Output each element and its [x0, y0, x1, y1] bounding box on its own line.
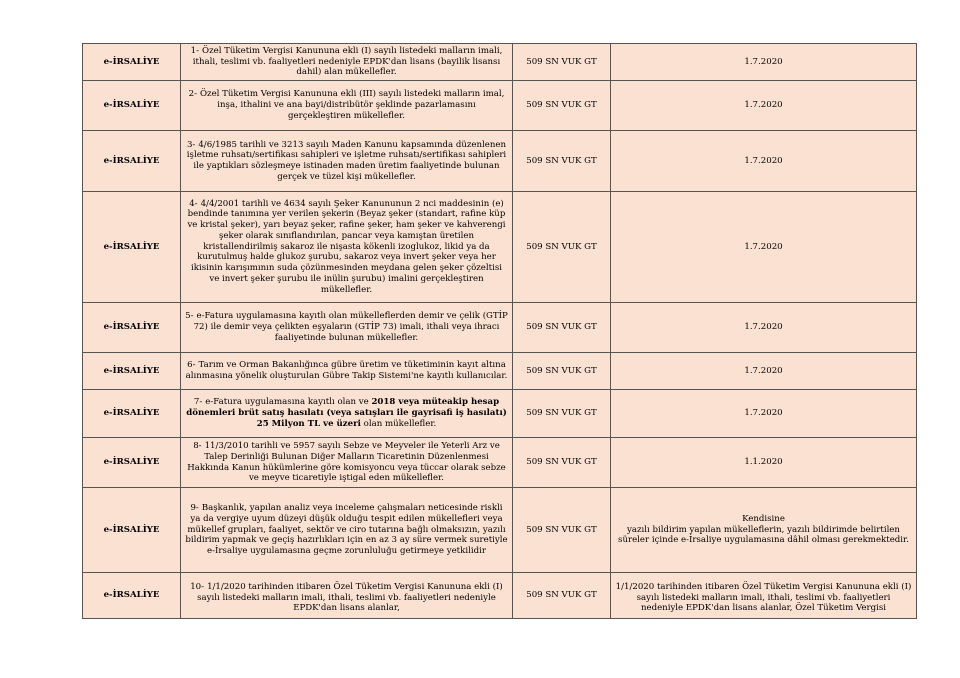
- row-number: 7-: [193, 397, 203, 408]
- e-irsaliye-table: [82, 43, 917, 619]
- law-cell: 509 SN VUK GT: [513, 44, 611, 81]
- date-cell: 1.1.2020: [611, 438, 917, 488]
- date-cell: 1.7.2020: [611, 81, 917, 131]
- table-row: [83, 303, 917, 353]
- type-cell: e-İRSALİYE: [83, 303, 181, 353]
- row-number: 8-: [193, 441, 202, 452]
- table-row: [83, 131, 917, 192]
- row-number: 10-: [190, 582, 205, 592]
- description-text-post: olan mükellefler.: [360, 418, 437, 429]
- description-cell: [181, 353, 513, 390]
- description-text: 1/1/2020 tarihinden itibaren Özel Tüketim Vergisi Kanununa ekli (I) sayılı listedeki malların imali, ithali, teslimi vb. faaliyetleri nedeniyle EPDK'dan lisans alanlar,: [197, 582, 503, 614]
- description-text: Özel Tüketim Vergisi Kanununa ekli (III) sayılı listedeki malların imal, inşa, ithalini ve ana bayi/distribütör şeklinde pazarlamasını gerçekleştiren mükellefler.: [200, 89, 505, 121]
- type-cell: e-İRSALİYE: [83, 353, 181, 390]
- description-text: Başkanlık, yapılan analiz veya inceleme çalışmaları neticesinde riskli ya da vergiye uyum düzeyi düşük olduğu tespit edilen mükellefleri veya mükellef grupları, faaliyet, sektör ve ciro tutarına bağlı olmaksızın, yazılı bildirim yapmak ve geçiş hazırlıkları için en az 3 ay süre vermek suretiyle e-İrsaliye uygulamasına geçme zorunluluğu getirmeye yetkilidir: [185, 503, 508, 557]
- date-cell: [611, 573, 917, 619]
- date-cell: [611, 488, 917, 573]
- description-text-bold: 2018 veya müteakip hesap dönemleri brüt satış hasılatı (veya satışları ile gayrisafi iş hasılatı) 25 Milyon TL ve üzeri: [186, 397, 507, 429]
- description-cell: [181, 192, 513, 303]
- law-cell: 509 SN VUK GT: [513, 131, 611, 192]
- description-text: 4/4/2001 tarihli ve 4634 sayılı Şeker Kanununun 2 nci maddesinin (e) bendinde tanımına yer verilen şekerin (Beyaz şeker (standart, rafine küp ve kristal şeker), yarı beyaz şeker, rafine şeker, ham şeker ve kahverengi şeker olarak sınıflandırılan, pancar veya kamıştan üretilen kristallendirilmiş sakaroz ile nişasta kökenli izoglukoz, likid ya da kurutulmuş halde glukoz şurubu, sakaroz veya invert şeker veya her ikisinin karışımının suda çözünmesinden meydana gelen şeker çözeltisi ve invert şeker şurubu ile inülin şurubu) imalini gerçekleştiren mükellefler.: [187, 198, 506, 295]
- table-row: [83, 488, 917, 573]
- table-row: [83, 438, 917, 488]
- law-cell: 509 SN VUK GT: [513, 353, 611, 390]
- type-cell: e-İRSALİYE: [83, 488, 181, 573]
- description-cell: [181, 390, 513, 438]
- row-number: 2-: [188, 89, 197, 100]
- description-cell: [181, 81, 513, 131]
- date-cell: 1.7.2020: [611, 390, 917, 438]
- type-cell: e-İRSALİYE: [83, 390, 181, 438]
- description-text: Tarım ve Orman Bakanlığınca gübre üretim ve tüketiminin kayıt altına alınmasına yönelik oluşturulan Gübre Takip Sistemi'ne kayıtlı kullanıcılar.: [185, 360, 508, 381]
- date-line-1: Kendisine: [742, 513, 785, 524]
- description-text: e-Fatura uygulamasına kayıtlı olan mükelleflerden demir ve çelik (GTİP 72) ile demir veya çelikten eşyaların (GTİP 73) imali, ithali veya ihracı faaliyetinde bulunan mükellefler.: [193, 311, 508, 343]
- description-cell: [181, 44, 513, 81]
- law-cell: 509 SN VUK GT: [513, 303, 611, 353]
- type-cell: e-İRSALİYE: [83, 192, 181, 303]
- description-cell: [181, 573, 513, 619]
- table-row: [83, 390, 917, 438]
- date-line-2: yazılı bildirim yapılan mükelleflerin, yazılı bildirimde belirtilen süreler içinde e-İrsaliye uygulamasına dâhil olması gerekmektedir.: [618, 524, 909, 546]
- description-text: 11/3/2010 tarihli ve 5957 sayılı Sebze ve Meyveler ile Yeterli Arz ve Talep Derinliği Bulunan Diğer Malların Ticaretinin Düzenlenmesi Hakkında Kanun hükümlerine göre komisyoncu veya tüccar olarak sebze ve meyve ticaretiyle iştigal eden mükellefler.: [187, 441, 506, 484]
- date-cell: 1.7.2020: [611, 303, 917, 353]
- description-text-pre: e-Fatura uygulamasına kayıtlı olan ve: [205, 397, 372, 408]
- law-cell: 509 SN VUK GT: [513, 438, 611, 488]
- description-cell: [181, 303, 513, 353]
- type-cell: e-İRSALİYE: [83, 131, 181, 192]
- table-row: [83, 192, 917, 303]
- row-number: 1-: [190, 45, 200, 56]
- description-clip: [185, 574, 508, 617]
- date-cell: 1.7.2020: [611, 353, 917, 390]
- law-cell: 509 SN VUK GT: [513, 488, 611, 573]
- date-cell: 1.7.2020: [611, 192, 917, 303]
- law-cell: 509 SN VUK GT: [513, 573, 611, 619]
- row-number: 5-: [185, 311, 194, 322]
- law-cell: 509 SN VUK GT: [513, 192, 611, 303]
- law-cell: 509 SN VUK GT: [513, 81, 611, 131]
- description-cell: [181, 438, 513, 488]
- description-text: Özel Tüketim Vergisi Kanununa ekli (I) sayılı listedeki malların imali, ithali, teslimi vb. faaliyetleri nedeniyle EPDK'dan lisans (bayilik lisansı dahil) alan mükellefler.: [192, 45, 503, 78]
- type-cell: e-İRSALİYE: [83, 81, 181, 131]
- date-clip: 1/1/2020 tarihinden itibaren Özel Tüketim Vergisi Kanununa ekli (I) sayılı listedeki malların imali, ithali, teslimi vb. faaliyetleri nedeniyle EPDK'dan lisans alanlar, Özel Tüketim Vergisi: [615, 582, 912, 614]
- table-row: [83, 353, 917, 390]
- description-cell: [181, 488, 513, 573]
- table-row: [83, 573, 917, 619]
- date-cell: 1.7.2020: [611, 131, 917, 192]
- description-text: 4/6/1985 tarihli ve 3213 sayılı Maden Kanunu kapsamında düzenlenen işletme ruhsatı/sertifikası sahipleri ve işletme ruhsatı/sertifikası sahipleri ile yaptıkları sözleşmeye istinaden maden üretim faaliyetinde bulunan gerçek ve tüzel kişi mükellefler.: [186, 139, 507, 182]
- row-number: 9-: [190, 503, 199, 514]
- table-row: [83, 44, 917, 81]
- row-number: 4-: [189, 198, 198, 209]
- type-cell: e-İRSALİYE: [83, 438, 181, 488]
- row-number: 6-: [187, 360, 196, 371]
- law-cell: 509 SN VUK GT: [513, 390, 611, 438]
- description-cell: [181, 131, 513, 192]
- type-cell: e-İRSALİYE: [83, 44, 181, 81]
- date-cell: 1.7.2020: [611, 44, 917, 81]
- row-number: 3-: [186, 139, 196, 150]
- type-cell: e-İRSALİYE: [83, 573, 181, 619]
- table-row: [83, 81, 917, 131]
